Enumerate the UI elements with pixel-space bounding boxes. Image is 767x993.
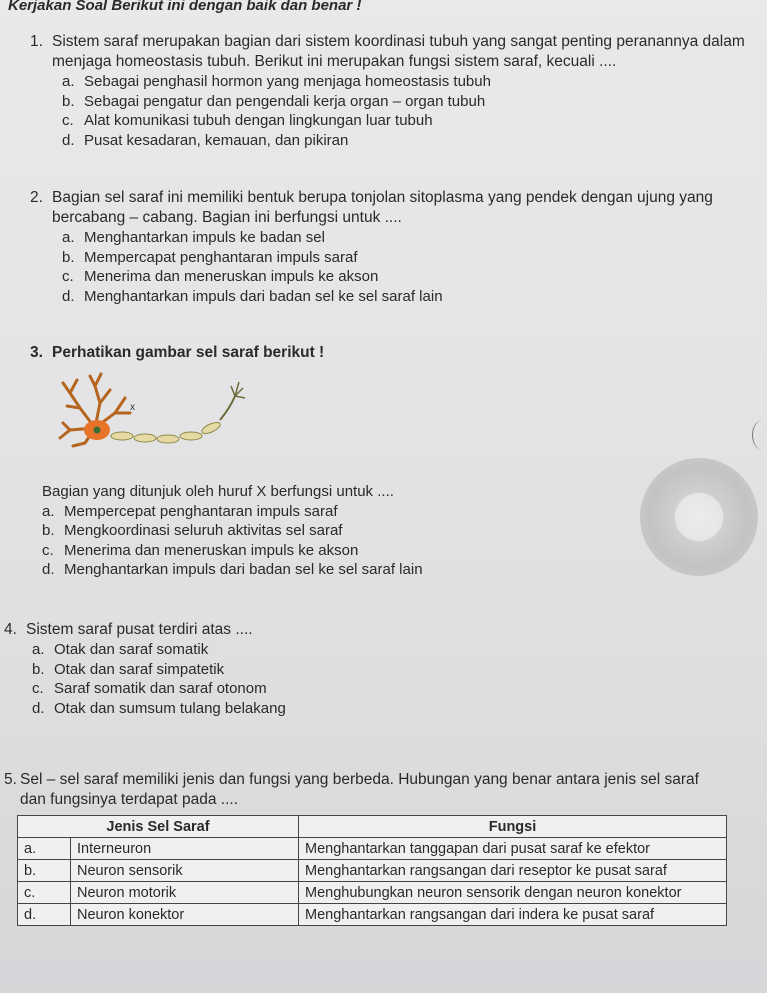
row-letter: b. <box>18 860 71 882</box>
question-number: 4. <box>4 621 17 638</box>
answer-table <box>17 815 727 926</box>
option-c[interactable]: c. Menerima dan meneruskan impuls ke akson <box>62 268 379 285</box>
option-a[interactable]: a. Mempercepat penghantaran impuls saraf <box>42 502 338 520</box>
question-number: 2. <box>30 189 43 206</box>
question-3-body <box>42 482 742 580</box>
question-stem: Bagian sel saraf ini memiliki bentuk berupa tonjolan sitoplasma yang pendek dengan ujung yang <box>52 189 713 206</box>
neuron-figure <box>55 368 255 448</box>
option-b[interactable]: b. Otak dan saraf simpatetik <box>32 660 225 678</box>
question-2 <box>30 188 745 306</box>
table-header-row <box>18 816 727 838</box>
question-stem-cont: dan fungsinya terdapat pada .... <box>20 791 239 808</box>
question-1 <box>30 32 745 150</box>
question-stem: Sistem saraf merupakan bagian dari sistem koordinasi tubuh yang sangat penting peranannya dalam <box>52 33 745 50</box>
question-3 <box>30 343 745 363</box>
row-jenis: Neuron motorik <box>71 882 299 904</box>
question-stem-cont: bercabang – cabang. Bagian ini berfungsi untuk .... <box>52 209 402 226</box>
option-d[interactable]: d. Menghantarkan impuls dari badan sel ke sel saraf lain <box>62 287 443 305</box>
option-c[interactable]: c. Alat komunikasi tubuh dengan lingkungan luar tubuh <box>62 112 433 129</box>
table-row[interactable] <box>18 904 727 926</box>
row-jenis: Neuron konektor <box>71 904 299 926</box>
table-row[interactable] <box>18 838 727 860</box>
question-number: 5. <box>4 771 17 788</box>
option-a[interactable]: a. Menghantarkan impuls ke badan sel <box>62 229 325 246</box>
option-b[interactable]: b. Mengkoordinasi seluruh aktivitas sel saraf <box>42 522 343 539</box>
question-stem: Perhatikan gambar sel saraf berikut ! <box>52 344 325 361</box>
row-letter: c. <box>18 882 71 904</box>
page-title: Kerjakan Soal Berikut ini dengan baik dan benar ! <box>8 0 362 14</box>
option-d[interactable]: d. Pusat kesadaran, kemauan, dan pikiran <box>62 131 349 149</box>
row-fungsi: Menghantarkan tanggapan dari pusat saraf ke efektor <box>299 838 727 860</box>
label-x: x <box>130 402 135 413</box>
row-letter: d. <box>18 904 71 926</box>
row-fungsi: Menghubungkan neuron sensorik dengan neuron konektor <box>299 882 727 904</box>
row-letter: a. <box>18 838 71 860</box>
question-stem: Sistem saraf pusat terdiri atas .... <box>26 621 253 638</box>
table-row[interactable] <box>18 860 727 882</box>
decorative-arc <box>752 420 767 450</box>
row-fungsi: Menghantarkan rangsangan dari reseptor ke pusat saraf <box>299 860 727 882</box>
option-b[interactable]: b. Sebagai pengatur dan pengendali kerja organ – organ tubuh <box>62 92 486 110</box>
question-number: 3. <box>30 344 43 361</box>
header-jenis: Jenis Sel Saraf <box>18 816 299 838</box>
option-a[interactable]: a. Sebagai penghasil hormon yang menjaga homeostasis tubuh <box>62 73 491 90</box>
option-a[interactable]: a. Otak dan saraf somatik <box>32 641 209 658</box>
option-d[interactable]: d. Otak dan sumsum tulang belakang <box>32 699 286 717</box>
row-jenis: Interneuron <box>71 838 299 860</box>
question-5 <box>4 770 764 810</box>
table-row[interactable] <box>18 882 727 904</box>
option-c[interactable]: c. Saraf somatik dan saraf otonom <box>32 680 267 697</box>
option-c[interactable]: c. Menerima dan meneruskan impuls ke akson <box>42 541 359 559</box>
question-4 <box>4 620 744 718</box>
question-stem: Sel – sel saraf memiliki jenis dan fungsi yang berbeda. Hubungan yang benar antara jenis sel saraf <box>20 771 699 788</box>
option-d[interactable]: d. Menghantarkan impuls dari badan sel ke sel saraf lain <box>42 561 423 578</box>
question-stem-cont: menjaga homeostasis tubuh. Berikut ini merupakan fungsi sistem saraf, kecuali .... <box>52 53 617 70</box>
row-fungsi: Menghantarkan rangsangan dari indera ke pusat saraf <box>299 904 727 926</box>
option-b[interactable]: b. Mempercapat penghantaran impuls saraf <box>62 248 358 266</box>
row-jenis: Neuron sensorik <box>71 860 299 882</box>
question-number: 1. <box>30 33 43 50</box>
header-fungsi: Fungsi <box>299 816 727 838</box>
question-stem-cont: Bagian yang ditunjuk oleh huruf X berfungsi untuk .... <box>42 483 394 500</box>
